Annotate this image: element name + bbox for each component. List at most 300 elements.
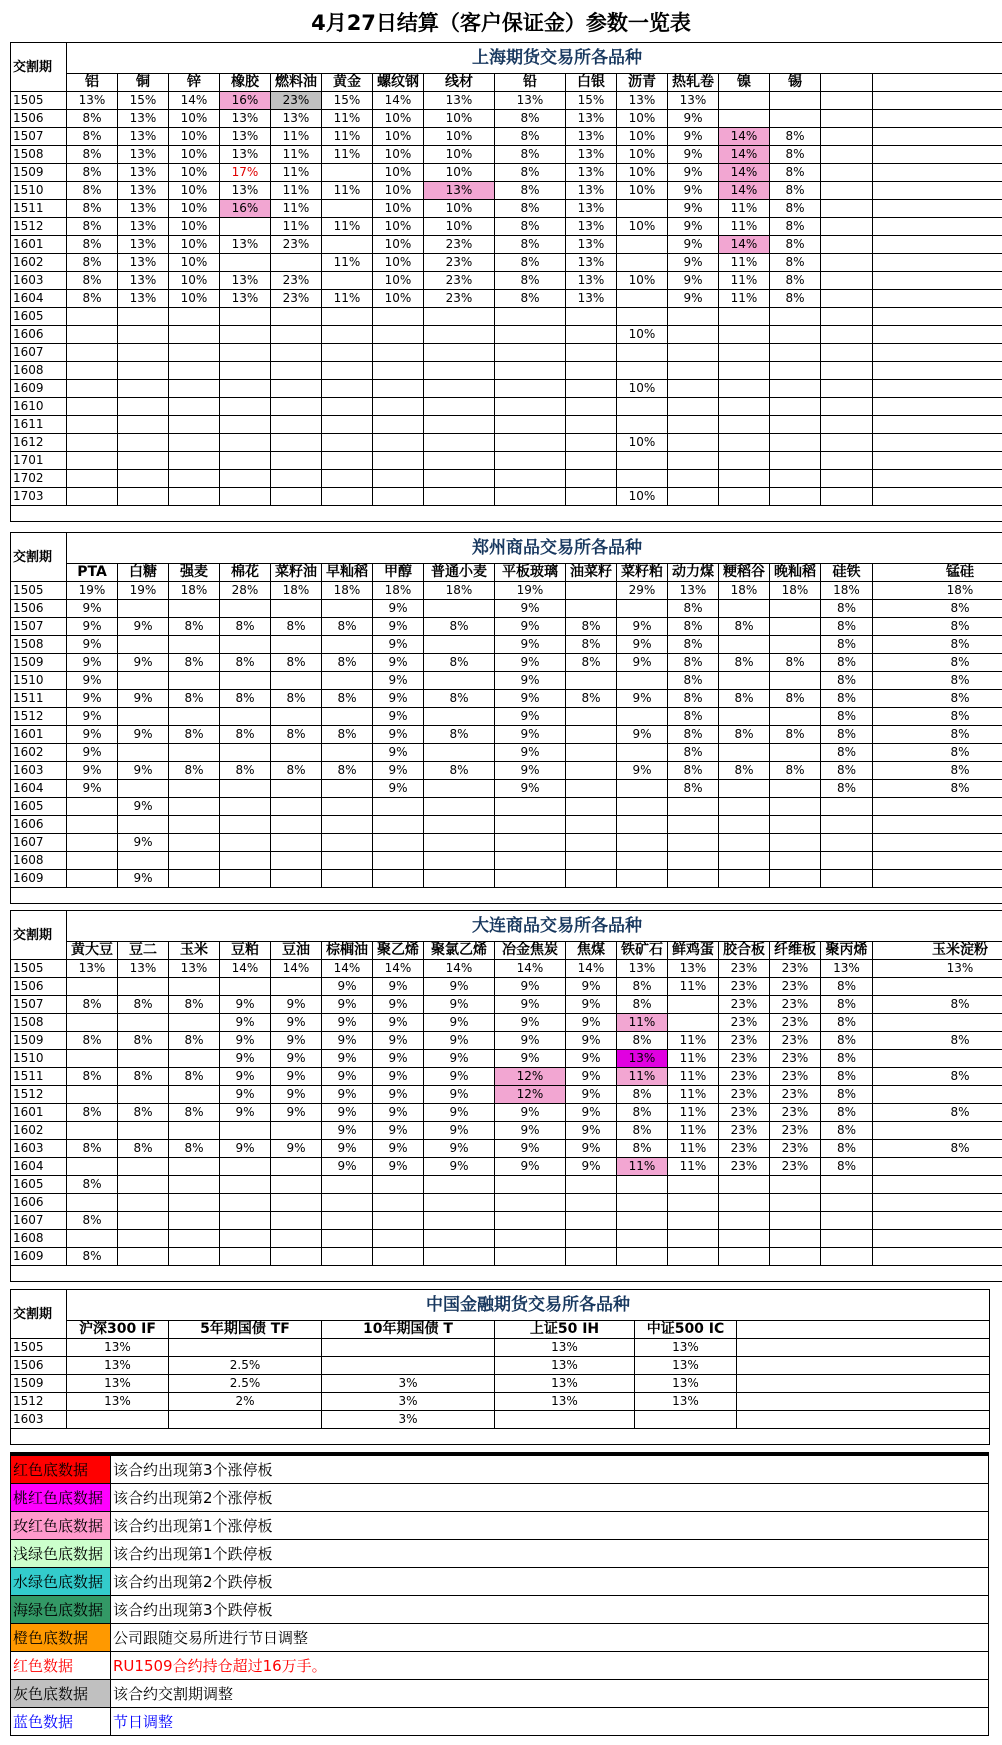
margin-cell: 14% [169, 92, 220, 110]
exchange-name: 郑州商品交易所各品种 [67, 533, 1002, 564]
margin-cell: 9% [67, 618, 118, 636]
margin-cell: 8% [169, 762, 220, 780]
margin-cell [719, 326, 770, 344]
margin-cell: 9% [118, 762, 169, 780]
product-header: 橡胶 [220, 74, 271, 92]
margin-cell: 11% [322, 254, 373, 272]
margin-cell [873, 398, 1002, 416]
margin-cell: 13% [220, 128, 271, 146]
legend-description: 节日调整 [111, 1708, 989, 1736]
margin-cell [873, 308, 1002, 326]
margin-cell: 14% [719, 236, 770, 254]
margin-cell [737, 1411, 990, 1429]
margin-cell: 8% [322, 762, 373, 780]
contract-month: 1509 [11, 1032, 67, 1050]
margin-cell [67, 1014, 118, 1032]
margin-cell: 8% [67, 1068, 118, 1086]
table-row [11, 744, 1002, 762]
margin-cell [821, 852, 873, 870]
margin-cell: 10% [373, 128, 424, 146]
product-header: 纤维板 [770, 942, 821, 960]
margin-cell: 10% [424, 218, 495, 236]
margin-cell [169, 434, 220, 452]
margin-cell: 8% [873, 780, 1002, 798]
margin-cell: 13% [821, 960, 873, 978]
margin-cell [495, 470, 566, 488]
margin-cell: 9% [617, 654, 668, 672]
margin-cell [873, 182, 1002, 200]
margin-cell: 9% [271, 996, 322, 1014]
margin-cell: 10% [617, 272, 668, 290]
margin-cell: 8% [668, 672, 719, 690]
contract-month: 1602 [11, 1122, 67, 1140]
margin-cell [873, 272, 1002, 290]
contract-month: 1512 [11, 218, 67, 236]
margin-cell [220, 636, 271, 654]
margin-cell: 9% [118, 690, 169, 708]
legend-row [11, 1596, 989, 1624]
margin-cell: 3% [322, 1411, 495, 1429]
margin-cell: 13% [67, 92, 118, 110]
contract-month: 1509 [11, 654, 67, 672]
margin-cell: 8% [821, 708, 873, 726]
margin-cell: 9% [424, 1122, 495, 1140]
margin-cell [566, 672, 617, 690]
contract-month: 1511 [11, 200, 67, 218]
legend-description: 该合约出现第2个涨停板 [111, 1484, 989, 1512]
margin-cell: 13% [118, 218, 169, 236]
margin-cell [220, 362, 271, 380]
margin-cell: 10% [373, 218, 424, 236]
table-row [11, 960, 1002, 978]
table-row [11, 996, 1002, 1014]
product-header: 玉米 [169, 942, 220, 960]
table-row [11, 1122, 1002, 1140]
product-header: 锰硅 [873, 564, 1002, 582]
margin-cell [566, 744, 617, 762]
margin-cell [271, 1230, 322, 1248]
margin-cell [566, 1212, 617, 1230]
margin-cell [668, 816, 719, 834]
margin-cell [495, 816, 566, 834]
margin-cell: 9% [373, 654, 424, 672]
margin-cell [118, 672, 169, 690]
margin-cell [873, 870, 1002, 888]
margin-cell: 13% [67, 1339, 169, 1357]
legend-description: 该合约出现第1个涨停板 [111, 1512, 989, 1540]
margin-cell: 8% [67, 1176, 118, 1194]
margin-cell [617, 600, 668, 618]
margin-cell [322, 1248, 373, 1266]
margin-cell [719, 380, 770, 398]
margin-cell [566, 326, 617, 344]
margin-cell: 13% [220, 272, 271, 290]
margin-cell: 9% [67, 726, 118, 744]
contract-month: 1601 [11, 236, 67, 254]
margin-cell: 8% [668, 618, 719, 636]
product-header: 普通小麦 [424, 564, 495, 582]
table-row [11, 200, 1002, 218]
margin-cell: 19% [67, 582, 118, 600]
margin-cell: 10% [169, 236, 220, 254]
margin-cell: 10% [617, 488, 668, 506]
product-header: 平板玻璃 [495, 564, 566, 582]
legend-swatch-label: 桃红色底数据 [11, 1484, 111, 1512]
margin-cell: 18% [169, 582, 220, 600]
margin-cell [220, 1212, 271, 1230]
table-row [11, 870, 1002, 888]
margin-cell [821, 380, 873, 398]
margin-cell [373, 308, 424, 326]
margin-cell [322, 870, 373, 888]
margin-cell [873, 290, 1002, 308]
margin-cell [424, 326, 495, 344]
margin-cell [566, 1194, 617, 1212]
legend-swatch-label: 红色数据 [11, 1652, 111, 1680]
margin-cell: 9% [118, 798, 169, 816]
margin-cell: 14% [322, 960, 373, 978]
contract-month: 1604 [11, 780, 67, 798]
margin-cell: 10% [373, 200, 424, 218]
margin-cell [873, 128, 1002, 146]
margin-cell: 8% [668, 600, 719, 618]
margin-cell: 8% [67, 110, 118, 128]
margin-cell: 10% [373, 146, 424, 164]
margin-cell: 8% [668, 708, 719, 726]
margin-cell: 9% [271, 1140, 322, 1158]
margin-cell [271, 1248, 322, 1266]
margin-cell: 8% [770, 218, 821, 236]
margin-cell [424, 870, 495, 888]
margin-cell: 9% [67, 690, 118, 708]
margin-cell: 14% [220, 960, 271, 978]
margin-cell: 8% [220, 762, 271, 780]
margin-cell [668, 362, 719, 380]
margin-cell: 13% [566, 110, 617, 128]
margin-cell: 8% [67, 1212, 118, 1230]
margin-cell [566, 816, 617, 834]
margin-cell: 8% [873, 1104, 1002, 1122]
product-header: 白糖 [118, 564, 169, 582]
margin-cell: 9% [495, 762, 566, 780]
margin-cell: 23% [719, 1068, 770, 1086]
margin-cell [821, 798, 873, 816]
product-header: PTA [67, 564, 118, 582]
margin-cell: 10% [617, 326, 668, 344]
margin-cell: 9% [668, 272, 719, 290]
contract-month: 1604 [11, 1158, 67, 1176]
margin-cell: 9% [495, 636, 566, 654]
margin-cell: 8% [169, 1104, 220, 1122]
shfe-table [10, 42, 1002, 522]
margin-cell [322, 1212, 373, 1230]
margin-cell [821, 182, 873, 200]
margin-cell: 9% [668, 146, 719, 164]
margin-cell [719, 744, 770, 762]
table-row [11, 128, 1002, 146]
margin-cell [566, 870, 617, 888]
margin-cell [118, 1158, 169, 1176]
margin-cell [169, 416, 220, 434]
margin-cell: 10% [424, 146, 495, 164]
margin-cell: 8% [770, 254, 821, 272]
table-row [11, 308, 1002, 326]
margin-cell: 14% [566, 960, 617, 978]
margin-cell: 14% [373, 960, 424, 978]
margin-cell [322, 672, 373, 690]
margin-cell [821, 416, 873, 434]
margin-cell [873, 146, 1002, 164]
margin-cell: 11% [719, 200, 770, 218]
product-header: 棉花 [220, 564, 271, 582]
margin-cell: 8% [617, 1086, 668, 1104]
margin-cell: 11% [271, 164, 322, 182]
margin-cell [719, 110, 770, 128]
margin-cell: 10% [373, 164, 424, 182]
margin-cell [424, 780, 495, 798]
margin-cell [271, 1212, 322, 1230]
margin-cell: 9% [220, 1068, 271, 1086]
margin-cell [617, 1248, 668, 1266]
margin-cell [737, 1339, 990, 1357]
margin-cell: 10% [169, 182, 220, 200]
legend-row [11, 1680, 989, 1708]
contract-month: 1506 [11, 600, 67, 618]
contract-month: 1605 [11, 1176, 67, 1194]
margin-cell: 9% [668, 290, 719, 308]
margin-cell [322, 1176, 373, 1194]
exchange-header-row [11, 911, 1002, 942]
margin-cell: 9% [495, 726, 566, 744]
table-row [11, 254, 1002, 272]
margin-cell: 11% [668, 1032, 719, 1050]
margin-cell [322, 326, 373, 344]
margin-cell [668, 798, 719, 816]
contract-month: 1703 [11, 488, 67, 506]
margin-cell [617, 290, 668, 308]
product-header: 燃料油 [271, 74, 322, 92]
contract-month: 1701 [11, 452, 67, 470]
margin-cell: 9% [373, 1122, 424, 1140]
contract-month: 1604 [11, 290, 67, 308]
product-header-row [11, 74, 1002, 92]
margin-cell: 8% [169, 1068, 220, 1086]
margin-cell [770, 870, 821, 888]
margin-cell: 9% [67, 600, 118, 618]
margin-cell [169, 978, 220, 996]
table-row [11, 978, 1002, 996]
margin-cell: 13% [617, 1050, 668, 1068]
margin-cell [424, 672, 495, 690]
margin-cell [118, 1248, 169, 1266]
margin-cell: 23% [719, 996, 770, 1014]
margin-cell [118, 600, 169, 618]
margin-cell [770, 744, 821, 762]
margin-cell: 8% [821, 672, 873, 690]
margin-cell [424, 344, 495, 362]
margin-cell: 8% [169, 690, 220, 708]
margin-cell: 8% [322, 618, 373, 636]
table-row [11, 780, 1002, 798]
product-header [873, 74, 1002, 92]
margin-cell: 9% [220, 996, 271, 1014]
table-row [11, 1248, 1002, 1266]
margin-cell [118, 780, 169, 798]
margin-cell [770, 416, 821, 434]
margin-cell [617, 254, 668, 272]
margin-cell [220, 852, 271, 870]
legend-description: 该合约出现第3个跌停板 [111, 1596, 989, 1624]
margin-cell [821, 834, 873, 852]
margin-cell: 23% [719, 960, 770, 978]
margin-cell [821, 362, 873, 380]
margin-cell: 8% [770, 164, 821, 182]
czce-section [10, 532, 989, 904]
contract-month: 1601 [11, 726, 67, 744]
margin-cell [821, 1194, 873, 1212]
margin-cell: 23% [719, 1014, 770, 1032]
margin-cell: 13% [566, 200, 617, 218]
margin-cell: 9% [220, 1032, 271, 1050]
margin-cell [770, 452, 821, 470]
margin-cell [169, 1411, 322, 1429]
margin-cell [220, 870, 271, 888]
margin-cell [220, 398, 271, 416]
margin-cell: 8% [770, 272, 821, 290]
margin-cell [495, 1230, 566, 1248]
table-row [11, 1230, 1002, 1248]
table-row [11, 488, 1002, 506]
margin-cell: 8% [873, 618, 1002, 636]
margin-cell: 9% [495, 1158, 566, 1176]
margin-cell [566, 798, 617, 816]
margin-cell [821, 434, 873, 452]
margin-cell: 13% [220, 110, 271, 128]
contract-month: 1611 [11, 416, 67, 434]
margin-cell [668, 470, 719, 488]
contract-month: 1508 [11, 146, 67, 164]
section-spacer [11, 506, 1002, 522]
margin-cell: 9% [322, 1086, 373, 1104]
margin-cell [719, 1194, 770, 1212]
margin-cell: 9% [373, 1032, 424, 1050]
margin-cell [322, 600, 373, 618]
product-header: 硅铁 [821, 564, 873, 582]
margin-cell [67, 344, 118, 362]
margin-cell: 8% [821, 1086, 873, 1104]
margin-cell: 18% [424, 582, 495, 600]
margin-cell: 8% [873, 1140, 1002, 1158]
margin-cell [220, 470, 271, 488]
contract-month: 1601 [11, 1104, 67, 1122]
margin-cell [118, 1176, 169, 1194]
table-row [11, 582, 1002, 600]
product-header [821, 74, 873, 92]
margin-cell [668, 398, 719, 416]
product-header-row [11, 564, 1002, 582]
margin-cell: 8% [220, 654, 271, 672]
margin-cell: 14% [424, 960, 495, 978]
spacer-cell [11, 888, 1002, 904]
product-header: 油菜籽 [566, 564, 617, 582]
margin-cell [118, 488, 169, 506]
margin-cell: 8% [770, 690, 821, 708]
margin-cell: 9% [566, 1122, 617, 1140]
margin-cell: 8% [495, 110, 566, 128]
legend-description: 该合约出现第1个跌停板 [111, 1540, 989, 1568]
margin-cell: 9% [495, 690, 566, 708]
margin-cell: 9% [424, 1032, 495, 1050]
margin-cell [495, 380, 566, 398]
margin-cell: 9% [495, 978, 566, 996]
margin-cell: 8% [118, 1068, 169, 1086]
margin-cell: 8% [873, 1068, 1002, 1086]
margin-cell: 8% [821, 978, 873, 996]
dce-section [10, 910, 989, 1282]
margin-cell: 8% [821, 1014, 873, 1032]
margin-cell: 13% [617, 960, 668, 978]
margin-cell: 8% [424, 618, 495, 636]
margin-cell [322, 416, 373, 434]
margin-cell: 9% [373, 762, 424, 780]
margin-cell: 13% [566, 146, 617, 164]
legend-description: 该合约交割期调整 [111, 1680, 989, 1708]
margin-cell: 9% [373, 1158, 424, 1176]
period-label: 交割期 [11, 43, 67, 92]
table-row [11, 470, 1002, 488]
margin-cell [271, 1176, 322, 1194]
contract-month: 1506 [11, 110, 67, 128]
margin-cell [220, 600, 271, 618]
margin-cell: 23% [719, 978, 770, 996]
margin-cell: 9% [424, 996, 495, 1014]
margin-cell: 23% [271, 272, 322, 290]
margin-cell [873, 344, 1002, 362]
margin-cell: 10% [424, 110, 495, 128]
margin-cell: 13% [495, 1393, 635, 1411]
margin-cell [118, 852, 169, 870]
margin-cell: 14% [373, 92, 424, 110]
period-label: 交割期 [11, 533, 67, 582]
margin-cell: 13% [271, 110, 322, 128]
margin-cell: 8% [821, 654, 873, 672]
margin-cell [169, 1339, 322, 1357]
contract-month: 1509 [11, 1375, 67, 1393]
margin-cell [118, 452, 169, 470]
margin-cell: 8% [495, 146, 566, 164]
margin-cell [821, 344, 873, 362]
margin-cell: 8% [617, 996, 668, 1014]
margin-cell [719, 488, 770, 506]
margin-cell: 8% [118, 1104, 169, 1122]
margin-cell: 9% [67, 780, 118, 798]
margin-cell [322, 1339, 495, 1357]
margin-cell [373, 798, 424, 816]
margin-cell: 9% [495, 780, 566, 798]
margin-cell [668, 996, 719, 1014]
contract-month: 1603 [11, 1140, 67, 1158]
margin-cell [617, 200, 668, 218]
margin-cell [617, 834, 668, 852]
margin-cell [719, 398, 770, 416]
margin-cell: 9% [495, 654, 566, 672]
margin-cell: 11% [322, 218, 373, 236]
margin-cell: 10% [169, 254, 220, 272]
margin-cell [424, 1248, 495, 1266]
table-row [11, 434, 1002, 452]
margin-cell [169, 488, 220, 506]
margin-cell: 9% [373, 600, 424, 618]
